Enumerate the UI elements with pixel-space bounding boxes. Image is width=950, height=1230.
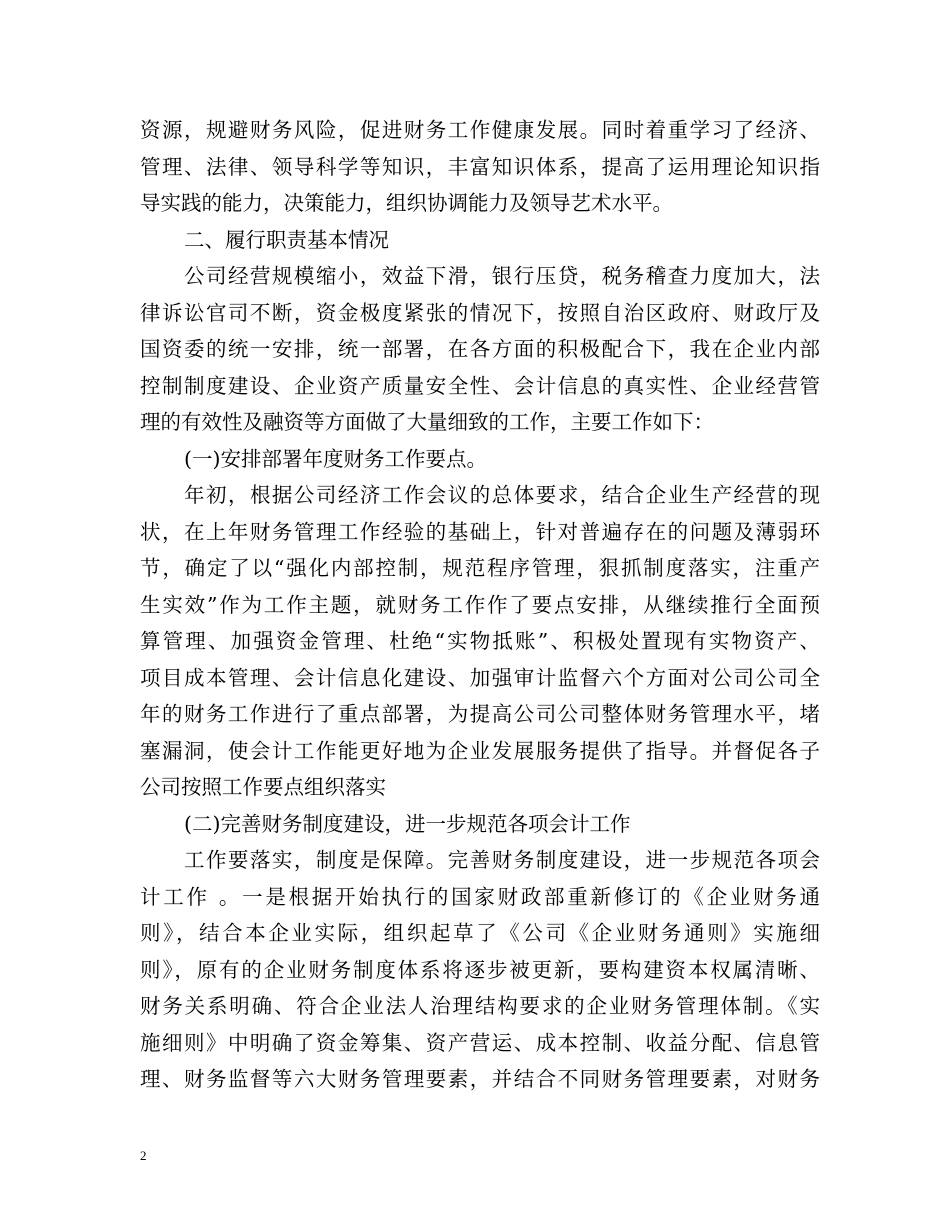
text-line: 塞漏洞，使会计工作能更好地为企业发展服务提供了指导。并督促各子	[140, 738, 820, 763]
text-line: 财务关系明确、符合企业法人治理结构要求的企业财务管理体制。《实	[140, 994, 820, 1018]
text-line: 公司经营规模缩小，效益下滑，银行压贷，税务稽查力度加大，法	[184, 264, 820, 288]
text-line: 二、履行职责基本情况	[184, 227, 389, 252]
page-number: 2	[140, 1148, 147, 1163]
text-line: 年初，根据公司经济工作会议的总体要求，结合企业生产经营的现	[184, 483, 820, 507]
text-line: 理的有效性及融资等方面做了大量细致的工作，主要工作如下：	[140, 410, 714, 434]
text-line: 状，在上年财务管理工作经验的基础上，针对普遍存在的问题及薄弱环	[140, 519, 820, 544]
text-line: 资源，规避财务风险，促进财务工作健康发展。同时着重学习了经济、	[140, 118, 820, 142]
text-line: 项目成本管理、会计信息化建设、加强审计监督六个方面对公司公司全	[140, 665, 820, 690]
text-line: 管理、法律、领导科学等知识，丰富知识体系，提高了运用理论知识指	[140, 154, 820, 179]
text-line: 则》，结合本企业实际，组织起草了《公司《企业财务通则》实施细	[140, 921, 820, 945]
text-line: 节，确定了以“强化内部控制，规范程序管理，狠抓制度落实，注重产	[140, 556, 820, 580]
text-line: (一)安排部署年度财务工作要点。	[184, 446, 487, 471]
text-line: 工作要落实，制度是保障。完善财务制度建设，进一步规范各项会	[184, 848, 820, 872]
text-line: 计工作 。一是根据开始执行的国家财政部重新修订的《企业财务通	[140, 884, 820, 909]
document-body	[140, 112, 820, 1098]
text-line: 律诉讼官司不断，资金极度紧张的情况下，按照自治区政府、财政厅及	[140, 300, 820, 325]
text-line: 施细则》中明确了资金筹集、资产营运、成本控制、收益分配、信息管	[140, 1030, 820, 1055]
text-line: 控制制度建设、企业资产质量安全性、会计信息的真实性、企业经营管	[140, 373, 820, 398]
text-line: 生实效”作为工作主题，就财务工作作了要点安排，从继续推行全面预	[140, 592, 820, 617]
text-line: 年的财务工作进行了重点部署，为提高公司公司整体财务管理水平，堵	[140, 702, 820, 726]
text-line: 导实践的能力，决策能力，组织协调能力及领导艺术水平。	[140, 191, 673, 215]
text-line: 国资委的统一安排，统一部署，在各方面的积极配合下，我在企业内部	[140, 337, 820, 361]
text-line: (二)完善财务制度建设，进一步规范各项会计工作	[184, 811, 631, 836]
text-line: 算管理、加强资金管理、杜绝“实物抵账”、积极处置现有实物资产、	[140, 629, 820, 653]
text-line: 公司按照工作要点组织落实	[140, 775, 386, 799]
text-line: 则》，原有的企业财务制度体系将逐步被更新，要构建资本权属清晰、	[140, 957, 820, 982]
text-line: 理、财务监督等六大财务管理要素，并结合不同财务管理要素，对财务	[140, 1067, 820, 1091]
